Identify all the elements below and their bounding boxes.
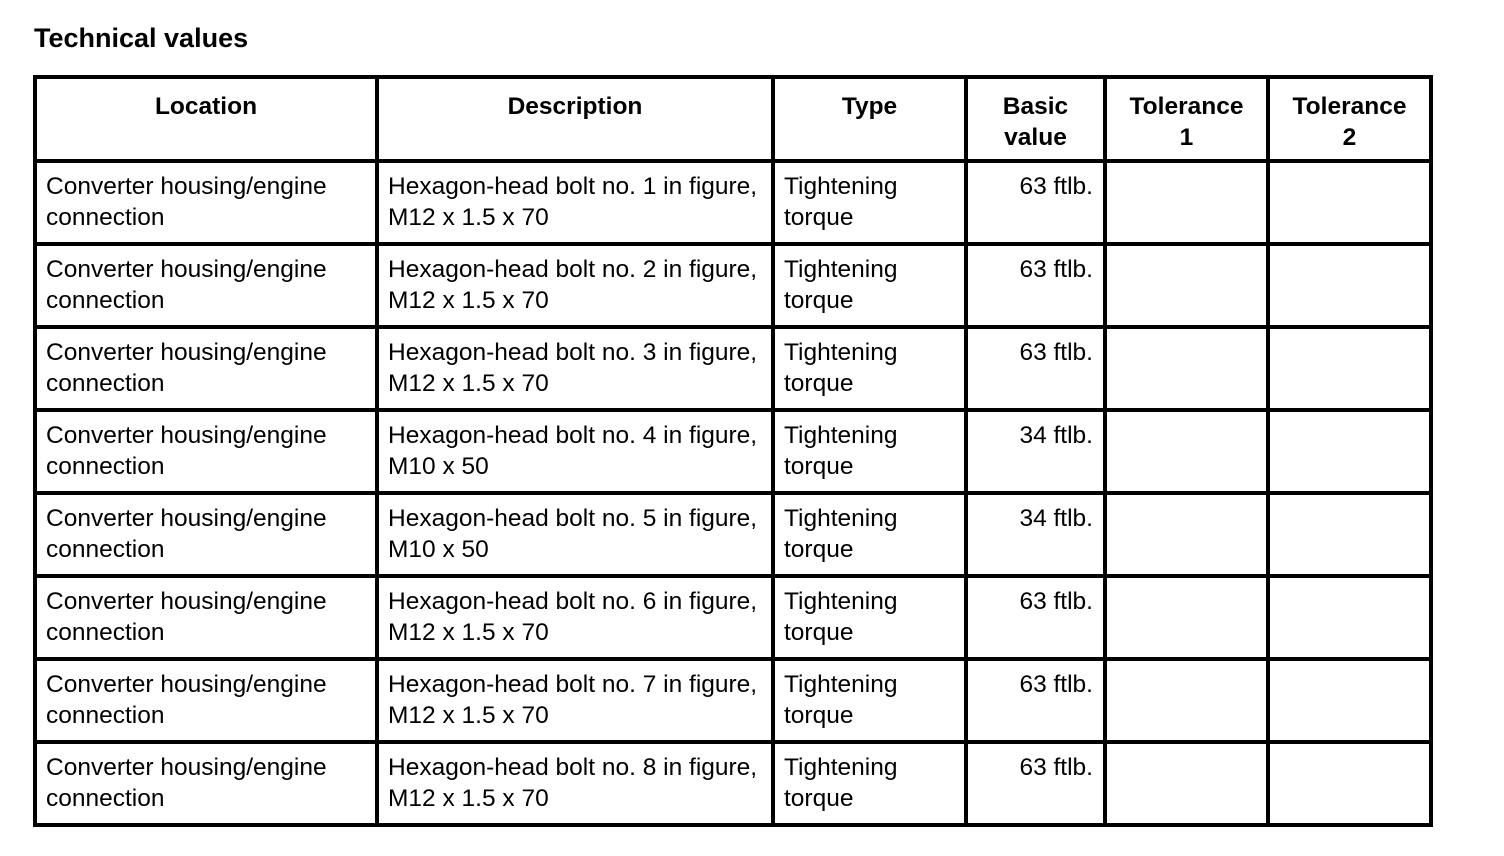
tolerance-1-cell <box>1105 327 1268 410</box>
tolerance-1-cell <box>1105 742 1268 825</box>
tolerance-2-cell <box>1268 161 1431 244</box>
tolerance-2-cell <box>1268 244 1431 327</box>
header-label-line: 1 <box>1179 124 1194 151</box>
tolerance-1-cell <box>1105 576 1268 659</box>
description-cell: Hexagon-head bolt no. 1 in figure, M12 x 1.5 x 70 <box>377 161 773 244</box>
tolerance-1-cell <box>1105 410 1268 493</box>
description-cell: Hexagon-head bolt no. 7 in figure, M12 x 1.5 x 70 <box>377 659 773 742</box>
tolerance-1-cell <box>1105 161 1268 244</box>
type-cell: Tightening torque <box>773 410 966 493</box>
location-cell: Converter housing/engine connection <box>35 244 377 327</box>
tolerance-1-cell <box>1105 244 1268 327</box>
technical-values-table <box>33 75 1433 827</box>
header-label-line: Description <box>507 93 643 120</box>
header-tolerance-1 <box>1105 77 1268 161</box>
basic-value-cell: 34 ftlb. <box>966 410 1105 493</box>
basic-value-cell: 63 ftlb. <box>966 161 1105 244</box>
basic-value-cell: 63 ftlb. <box>966 742 1105 825</box>
table-row <box>35 244 1431 327</box>
header-label-line: Tolerance <box>1129 93 1244 120</box>
basic-value-cell: 63 ftlb. <box>966 244 1105 327</box>
type-cell: Tightening torque <box>773 576 966 659</box>
header-label-line: 2 <box>1342 124 1357 151</box>
description-cell: Hexagon-head bolt no. 6 in figure, M12 x 1.5 x 70 <box>377 576 773 659</box>
tolerance-2-cell <box>1268 576 1431 659</box>
header-location <box>35 77 377 161</box>
type-cell: Tightening torque <box>773 161 966 244</box>
table-row <box>35 493 1431 576</box>
tolerance-2-cell <box>1268 410 1431 493</box>
type-cell: Tightening torque <box>773 659 966 742</box>
tolerance-2-cell <box>1268 327 1431 410</box>
basic-value-cell: 63 ftlb. <box>966 659 1105 742</box>
location-cell: Converter housing/engine connection <box>35 327 377 410</box>
header-description <box>377 77 773 161</box>
description-cell: Hexagon-head bolt no. 5 in figure, M10 x 50 <box>377 493 773 576</box>
header-label-line: value <box>1004 124 1067 151</box>
basic-value-cell: 34 ftlb. <box>966 493 1105 576</box>
location-cell: Converter housing/engine connection <box>35 161 377 244</box>
location-cell: Converter housing/engine connection <box>35 576 377 659</box>
table-header <box>35 77 1431 161</box>
location-cell: Converter housing/engine connection <box>35 742 377 825</box>
header-tolerance-2 <box>1268 77 1431 161</box>
page-title: Technical values <box>34 23 249 53</box>
table-row <box>35 410 1431 493</box>
location-cell: Converter housing/engine connection <box>35 410 377 493</box>
tolerance-2-cell <box>1268 659 1431 742</box>
tolerance-1-cell <box>1105 493 1268 576</box>
table-row <box>35 576 1431 659</box>
header-type <box>773 77 966 161</box>
tolerance-1-cell <box>1105 659 1268 742</box>
table-row <box>35 161 1431 244</box>
basic-value-cell: 63 ftlb. <box>966 576 1105 659</box>
type-cell: Tightening torque <box>773 327 966 410</box>
header-row <box>35 77 1431 161</box>
table-row <box>35 659 1431 742</box>
header-label-line: Basic <box>1002 93 1069 120</box>
header-label-line: Type <box>841 93 898 120</box>
tolerance-2-cell <box>1268 493 1431 576</box>
header-basic-value <box>966 77 1105 161</box>
type-cell: Tightening torque <box>773 244 966 327</box>
header-label-line: Location <box>154 93 258 120</box>
tolerance-2-cell <box>1268 742 1431 825</box>
location-cell: Converter housing/engine connection <box>35 493 377 576</box>
type-cell: Tightening torque <box>773 742 966 825</box>
type-cell: Tightening torque <box>773 493 966 576</box>
description-cell: Hexagon-head bolt no. 4 in figure, M10 x 50 <box>377 410 773 493</box>
basic-value-cell: 63 ftlb. <box>966 327 1105 410</box>
description-cell: Hexagon-head bolt no. 2 in figure, M12 x 1.5 x 70 <box>377 244 773 327</box>
table-body <box>35 161 1431 825</box>
table-row <box>35 742 1431 825</box>
description-cell: Hexagon-head bolt no. 3 in figure, M12 x 1.5 x 70 <box>377 327 773 410</box>
description-cell: Hexagon-head bolt no. 8 in figure, M12 x 1.5 x 70 <box>377 742 773 825</box>
location-cell: Converter housing/engine connection <box>35 659 377 742</box>
header-label-line: Tolerance <box>1292 93 1407 120</box>
table-row <box>35 327 1431 410</box>
